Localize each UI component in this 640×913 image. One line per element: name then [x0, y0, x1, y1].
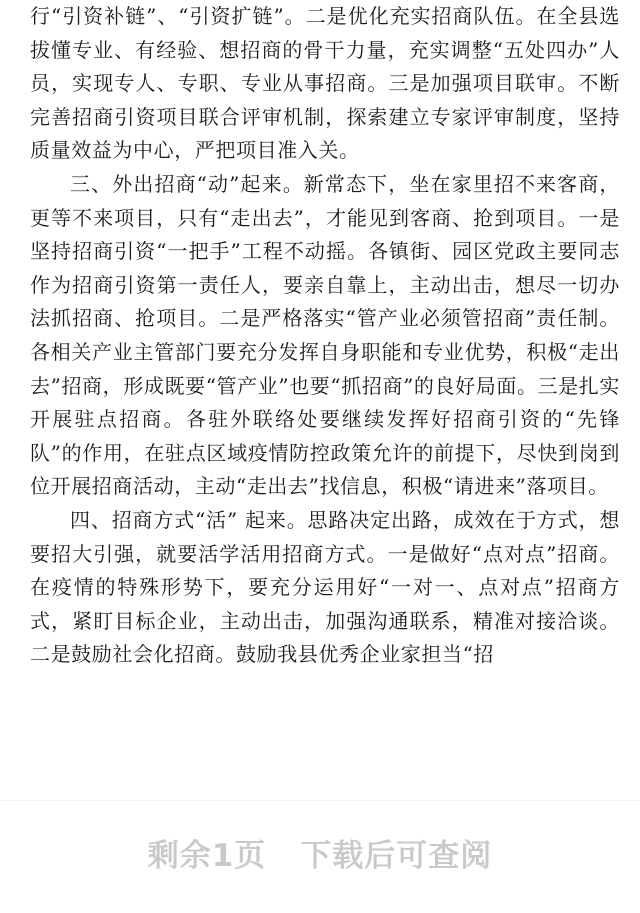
download-hint-label: 下载后可查阅 [300, 838, 493, 874]
paragraph-section-three: 三、外出招商“动”起来。新常态下，坐在家里招不来客商，更等不来项目，只有“走出去”，才能见到客商、抢到项目。一是坚持招商引资“一把手”工程不动摇。各镇街、园区党政主要同志作为招商引资第一责任人，要亲自靠上，主动出击，想尽一切办法抓招商、抢项目。二是严格落实“管产业必须管招商”责任制。各相关产业主管部门要充分发挥自身职能和专业优势，积极“走出去”招商，形成既要“管产业”也要“抓招商”的良好局面。三是扎实开展驻点招商。各驻外联络处要继续发挥好招商引资的“先锋队”的作用，在驻点区域疫情防控政策允许的前提下，尽快到岗到位开展招商活动，主动“走出去”找信息，积极“请进来”落项目。 [30, 171, 620, 499]
remaining-pages-label: 剩余1页 [147, 838, 267, 874]
document-body [30, 0, 620, 672]
paragraph-section-four: 四、招商方式“活” 起来。思路决定出路，成效在于方式，想要招大引强，就要活学活用招商方式。一是做好“点对点”招商。在疫情的特殊形势下，要充分运用好“一对一、点对点”招商方式，紧盯目标企业，主动出击，加强沟通联系，精准对接洽谈。二是鼓励社会化招商。鼓励我县优秀企业家担当“招 [30, 507, 620, 667]
paragraph-continued: 行“引资补链”、“引资扩链”。二是优化充实招商队伍。在全县选拔懂专业、有经验、想招商的骨干力量，充实调整“五处四办”人员，实现专人、专职、专业从事招商。三是加强项目联审。不断完善招商引资项目联合评审机制，探索建立专家评审制度，坚持质量效益为中心，严把项目准入关。 [30, 4, 620, 163]
preview-divider [0, 800, 640, 801]
preview-limit-banner[interactable] [0, 830, 640, 875]
